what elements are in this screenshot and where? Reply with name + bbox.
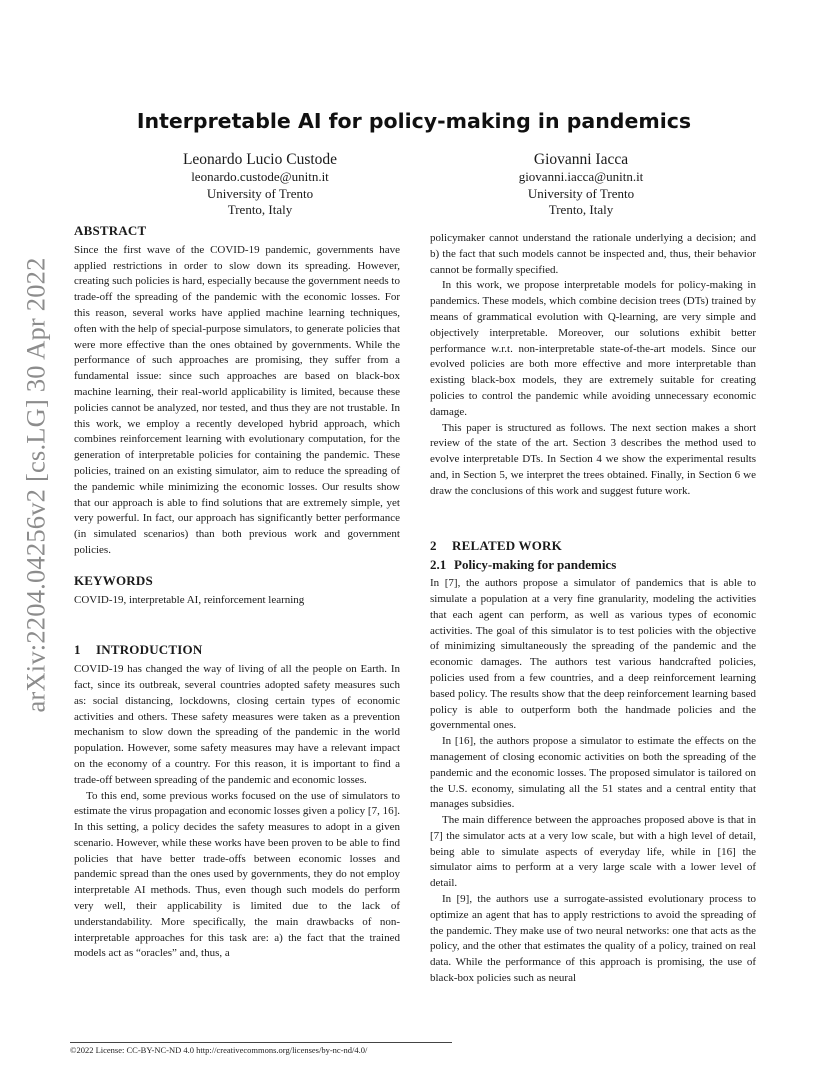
subsection-heading xyxy=(430,557,756,573)
right-column xyxy=(430,231,756,987)
paragraph: To this end, some previous works focused on the use of simulators to estimate the virus propagation and economic losses given a policy [7, 16]. In this setting, a policy decides the safety measures to adopt in a given scenario. However, while these works have been proven to be able to find policies that have better trade-offs between economic losses and pandemic spread than the ones used by governments, they do not employ interpretable AI methods. Thus, even though such models do perform very well, their applicability is limited due to the lack of understandability. More specifically, the main drawbacks of non-interpretable approaches for this task are: a) the fact that the trained models act as “oracles” and, thus, a xyxy=(74,789,400,960)
author-location: Trento, Italy xyxy=(227,202,293,217)
author-block-2 xyxy=(431,150,731,219)
abstract-text: Since the first wave of the COVID-19 pandemic, governments have applied restrictions in order to slow down its spreading. However, creating such policies is hard, especially because the government needs to trade-off the spreading of the pandemic with the economic losses. For this reason, several works have applied machine learning techniques, often with the help of special-purpose simulators, to generate policies that were more effective than the ones obtained by governments. While the performance of such approaches are promising, they suffer from a fundamental issue: since such approaches are based on black-box machine learning, their real-world applicability is limited, because these policies cannot be analyzed, nor tested, and thus they are not trustable. In this work, we employ a recently developed hybrid approach, which combines reinforcement learning with evolutionary computation, for the generation of interpretable policies for containing the pandemic. These policies, trained on an existing simulator, aim to reduce the spreading of the pandemic while minimizing the economic losses. Our results show that our approach is able to find solutions that are extremely simple, yet very powerful. In fact, our approach has significantly better performance (in simulated scenarios) than both previous work and government policies. xyxy=(74,243,400,556)
abstract-heading: ABSTRACT xyxy=(74,223,147,238)
arxiv-side-stamp xyxy=(20,257,52,713)
left-column xyxy=(74,223,400,962)
paragraph: policymaker cannot understand the rationale underlying a decision; and b) the fact that such models cannot be inspected and, thus, their behavior cannot be formally specified. xyxy=(430,232,756,276)
author-affiliation: University of Trento xyxy=(206,185,314,201)
subsection-number: 2.1 xyxy=(430,557,447,573)
related-work-heading xyxy=(430,538,756,554)
arxiv-identifier: arXiv:2204.04256v2 [cs.LG] 30 Apr 2022 xyxy=(20,257,51,713)
paper-title: Interpretable AI for policy-making in pandemics xyxy=(136,109,692,133)
paragraph: The main difference between the approaches proposed above is that in [7] the simulator acts at a very low scale, but with a high level of detail, being able to simulate aspects of everyday life, while in [16] the simulator aims to perform at a very large scale with a lower level of detail. xyxy=(430,814,756,890)
keywords-text: COVID-19, interpretable AI, reinforcement learning xyxy=(74,593,305,606)
author-block-1 xyxy=(110,150,410,219)
paragraph: In [16], the authors propose a simulator to estimate the effects on the management of closing economic activities on both the spreading of the pandemic and the economic losses. The proposed simulator is tailored on the U.S. economy, simulating all the 51 states and a central entity that manages subsidies. xyxy=(430,735,756,811)
author-affiliation: University of Trento xyxy=(527,185,635,201)
author-name: Giovanni Iacca xyxy=(533,151,629,168)
paragraph: COVID-19 has changed the way of living of all the people on Earth. In fact, since its outbreak, several countries adopted safety measures such as: social distancing, lockdowns, closing certain types of economic activities and others. These safety measures were taken as a prevention mechanism to slow down the spreading of the pandemic in the world population. However, some safety measures may have a relevant impact on the economy of a country. For this reason, it is important to find a trade-off between spreading of the pandemic and economic losses. xyxy=(74,663,400,786)
paragraph: This paper is structured as follows. The next section makes a short review of the state of the art. Section 3 describes the method used to evolve interpretable DTs. In Section 4 we show the experimental results and, in Section 5, we interpret the trees obtained. Finally, in Section 6 we draw the conclusions of this work and suggest future work. xyxy=(430,421,756,497)
subsection-title: Policy-making for pandemics xyxy=(454,557,617,573)
introduction-heading xyxy=(74,642,400,658)
author-email: giovanni.iacca@unitn.it xyxy=(518,169,644,184)
section-title: INTRODUCTION xyxy=(96,642,203,658)
paragraph: In [7], the authors propose a simulator of pandemics that is able to simulate a population at a very fine granularity, modeling the activities that each agent can perform, as well as various types of economic activities. The goal of this simulator is to test policies with the objective of minimizing simultaneously the spreading of the pandemic and the economic damages. The authors test various handcrafted policies, policies used from a few countries, and a deep reinforcement learning based policy. The results show that the deep reinforcement learning based policy is able to outperform both the handmade policies and the governmental ones. xyxy=(430,577,756,732)
paragraph: In [9], the authors use a surrogate-assisted evolutionary process to optimize an agent that has to apply restrictions to avoid the spreading of the pandemic. They make use of two neural networks: one that acts as the policy, and the other that estimates the quality of a policy, trained on real data. While the performance of this approach is promising, the use of black-box policies such as neural xyxy=(430,893,756,985)
author-name: Leonardo Lucio Custode xyxy=(182,151,338,168)
paragraph: In this work, we propose interpretable models for policy-making in pandemics. These models, which combine decision trees (DTs) trained by means of grammatical evolution with Q-learning, are very simple and objectively interpretable. Moreover, our solutions exhibit better performance w.r.t. non-interpretable state-of-the-art models. Since our evolved policies are both more effective and more interpretable than existing black-box models, they are extremely suitable for creating policies to control the pandemic while avoiding unnecessary economic damage. xyxy=(430,279,756,418)
section-title: RELATED WORK xyxy=(452,537,562,553)
author-location: Trento, Italy xyxy=(548,202,614,217)
section-number: 1 xyxy=(74,642,81,658)
section-number: 2 xyxy=(430,537,437,553)
license-footer: ©2022 License: CC-BY-NC-ND 4.0 http://creativecommons.org/licenses/by-nc-nd/4.0/ xyxy=(70,1042,452,1055)
author-email: leonardo.custode@unitn.it xyxy=(191,169,329,184)
keywords-heading: KEYWORDS xyxy=(74,572,153,588)
